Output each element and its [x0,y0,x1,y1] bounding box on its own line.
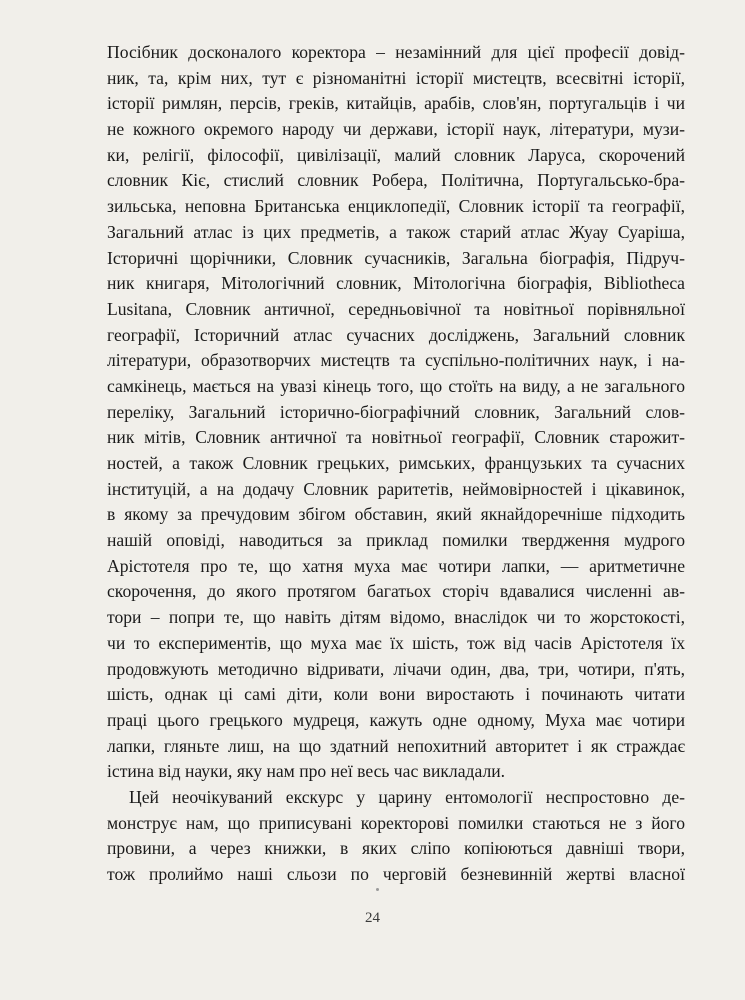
text-line: ник книгаря, Мітологічний словник, Мітологічна біографія, Bibliotheca [107,273,685,294]
text-line: інституцій, а на додачу Словник раритетів, неймовірностей і цікавинок, [107,478,685,499]
paragraph-end-line: істина від науки, яку нам про неї весь час викладали. [107,761,506,782]
text-line: Історичні щорічники, Словник сучасників, Загальна біографія, Підруч- [107,247,685,268]
text-line: не кожного окремого народу чи держави, історії наук, літератури, музи- [107,119,685,140]
text-line: монструє нам, що приписувані коректорові помилки стаються не з його [107,812,685,833]
text-line: Загальний атлас із цих предметів, а також старий атлас Жуау Суаріша, [107,221,685,242]
text-line: нашій оповіді, наводиться за приклад помилки твердження мудрого [107,530,685,551]
text-line: переліку, Загальний історично-біографічний словник, Загальний слов- [107,401,685,422]
text-line: в якому за пречудовим збігом обставин, який якнайдоречніше підходить [107,504,685,525]
text-line: географії, Історичний атлас сучасних досліджень, Загальний словник [107,324,685,345]
text-line: чи то експериментів, що муха має їх шість, тож від часів Арістотеля їх [107,632,685,653]
text-line: скорочення, до якого протягом багатьох сторіч вдавалися численні ав- [107,581,685,602]
text-line: провини, а через книжки, в яких сліпо копіюються давніші твори, [107,838,685,859]
text-line: зильська, неповна Британська енциклопедії, Словник історії та географії, [107,196,685,217]
text-line: тори – попри те, що навіть дітям відомо, внаслідок чи то жорстокості, [107,607,685,628]
paragraph-start-line: Цей неочікуваний екскурс у царину ентомології неспростовно де- [129,786,685,807]
text-line: праці цього грецького мудреця, кажуть одне одному, Муха має чотири [107,709,685,730]
page-mark-dot [376,888,379,891]
text-line: ник, та, крім них, тут є різноманітні історії мистецтв, всесвітні історії, [107,67,685,88]
text-line: літератури, образотворчих мистецтв та суспільно-політичних наук, і на- [107,350,685,371]
text-line: ник мітів, Словник античної та новітньої географії, Словник старожит- [107,427,685,448]
body-text [107,40,685,888]
text-line: лапки, гляньте лиш, на що здатний непохитний авторитет і як страждає [107,735,685,756]
page-number: 24 [365,910,380,926]
text-line: самкінець, мається на увазі кінець того, що стоїть на виду, а не загального [107,375,685,396]
text-line: Посібник досконалого коректора – незамінний для цієї професії довід- [107,42,685,62]
text-line: продовжують методично відривати, лічачи один, два, три, чотири, п'ять, [107,658,685,679]
text-line: ки, релігії, філософії, цивілізації, малий словник Ларуса, скорочений [107,144,685,165]
text-line: Арістотеля про те, що хатня муха має чотири лапки, — аритметичне [107,555,685,576]
text-line: ностей, а також Словник грецьких, римських, французьких та сучасних [107,453,685,473]
text-line: Lusitana, Словник античної, середньовічної та новітньої порівняльної [107,298,685,319]
text-line: словник Кіє, стислий словник Робера, Політична, Португальсько-бра- [107,170,685,191]
text-line: історії римлян, персів, греків, китайців, арабів, слов'ян, португальців і чи [107,93,685,114]
text-line: шість, однак ці самі діти, коли вони виростають і починають читати [107,684,685,705]
text-line: тож пролиймо наші сльози по черговій безневинній жертві власної [107,864,685,884]
